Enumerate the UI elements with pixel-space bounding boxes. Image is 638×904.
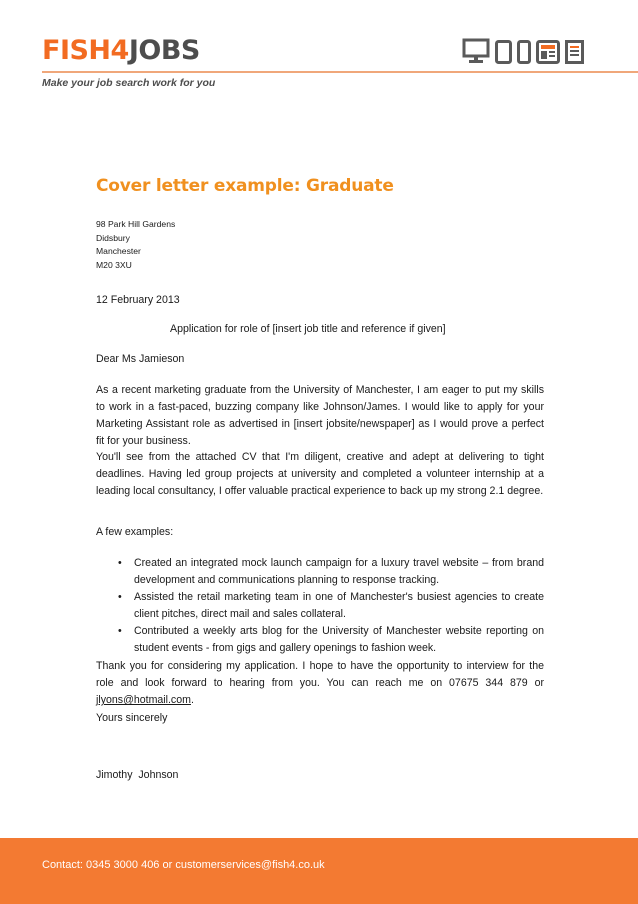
list-item: [96, 623, 544, 657]
email-link[interactable]: jlyons@hotmail.com: [96, 694, 191, 706]
page-header: [0, 0, 638, 100]
logo-part2: JOBS: [128, 35, 200, 66]
address-line: Manchester: [96, 246, 141, 257]
tablet-icon: [495, 40, 512, 64]
signature-name: Jimothy Johnson: [96, 769, 179, 781]
bullet-icon: •: [118, 557, 122, 569]
address-line: M20 3XU: [96, 259, 132, 270]
fish4jobs-logo[interactable]: [42, 37, 200, 64]
logo-part1: FISH4: [42, 35, 129, 66]
letter-date: 12 February 2013: [96, 294, 180, 306]
footer-contact: Contact: 0345 3000 406 or customerservices@fish4.co.uk: [42, 859, 325, 871]
closing-text: Thank you for considering my application. I hope to have the opportunity to interview for the role and look forward to hearing from you. You can reach me on 07675 344 879 or: [96, 660, 544, 689]
example-text: Contributed a weekly arts blog for the University of Manchester website reporting on student events - from gigs and gallery openings to fashion week.: [134, 625, 544, 654]
letter-subject: Application for role of [insert job title and reference if given]: [170, 323, 446, 335]
header-divider: [42, 71, 638, 73]
salutation: Dear Ms Jamieson: [96, 353, 185, 365]
newspaper-icon: [536, 40, 560, 64]
list-item: [96, 555, 544, 589]
sender-address: [96, 218, 175, 272]
examples-list: [96, 555, 544, 657]
desktop-icon: [462, 38, 490, 64]
address-line: 98 Park Hill Gardens: [96, 219, 176, 229]
paragraph-closing: [96, 658, 544, 709]
device-icons: [462, 38, 584, 64]
address-line: Didsbury: [96, 232, 130, 243]
bullet-icon: •: [118, 625, 122, 637]
email-suffix: .: [190, 694, 194, 706]
phone-icon: [517, 40, 531, 64]
page-title: Cover letter example: Graduate: [96, 176, 394, 196]
tagline: Make your job search work for you: [42, 77, 216, 89]
list-item: [96, 589, 544, 623]
example-text: Assisted the retail marketing team in one of Manchester's busiest agencies to create client pitches, direct mail and sales collateral.: [134, 591, 544, 620]
paragraph-experience: You'll see from the attached CV that I'm diligent, creative and adept at delivering to tight deadlines. Having led group projects at university and completed a volunteer internship at a leading local consultancy, I offer valuable practical experience to back up my strong 2.1 degree.: [96, 451, 544, 497]
bullet-icon: •: [118, 591, 122, 603]
signoff: Yours sincerely: [96, 712, 168, 724]
document-icon: [565, 40, 584, 64]
example-text: Created an integrated mock launch campaign for a luxury travel website – from brand development and communications planning to response tracking.: [134, 557, 544, 586]
examples-intro: A few examples:: [96, 526, 174, 538]
page-footer: [0, 838, 638, 904]
paragraph-intro: As a recent marketing graduate from the University of Manchester, I am eager to put my skills to work in a fast-paced, buzzing company like Johnson/James. I would like to apply for your Marketing Assistant role as advertised in [insert jobsite/newspaper] as I would prove a perfect fit for your business.: [96, 384, 544, 447]
